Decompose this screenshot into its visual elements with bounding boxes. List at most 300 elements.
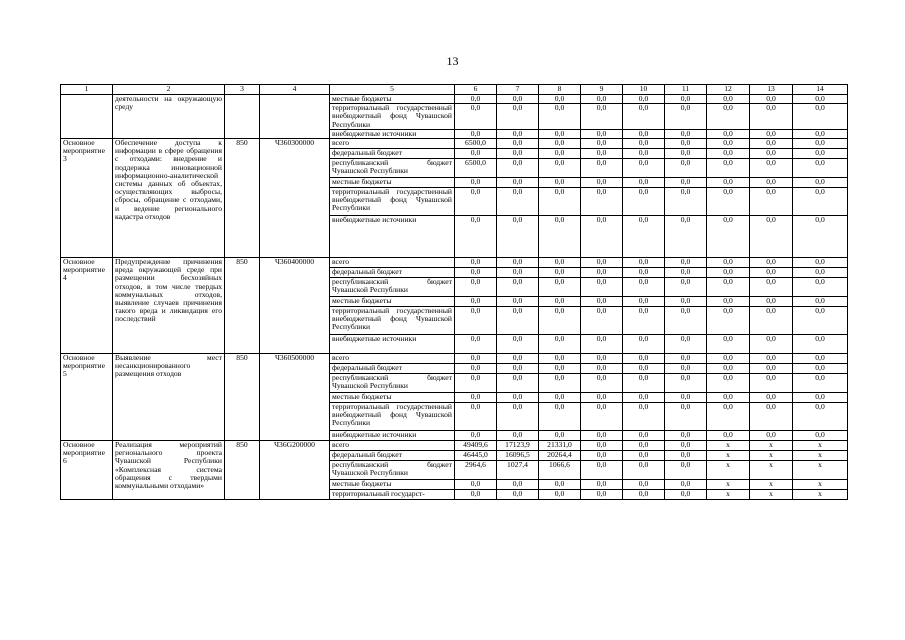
value-cell: 17123,9 bbox=[497, 441, 539, 451]
funding-source: всего bbox=[330, 139, 455, 149]
value-cell: 0,0 bbox=[539, 216, 581, 258]
value-cell: 0,0 bbox=[497, 354, 539, 364]
value-cell: 0,0 bbox=[707, 129, 750, 138]
value-cell: 0,0 bbox=[623, 431, 665, 441]
value-cell: 0,0 bbox=[665, 139, 707, 149]
value-cell: 0,0 bbox=[455, 95, 497, 104]
value-cell: 0,0 bbox=[455, 188, 497, 216]
value-cell: 0,0 bbox=[455, 129, 497, 138]
value-cell: 0,0 bbox=[581, 441, 623, 451]
target-article-code bbox=[260, 95, 330, 139]
value-cell: 2964,6 bbox=[455, 461, 497, 480]
value-cell: x bbox=[750, 490, 793, 500]
funding-source: внебюджетные источники bbox=[330, 129, 455, 138]
value-cell: 0,0 bbox=[455, 354, 497, 364]
value-cell: 0,0 bbox=[455, 431, 497, 441]
value-cell: 0,0 bbox=[793, 188, 848, 216]
value-cell: 0,0 bbox=[750, 104, 793, 130]
funding-source: республиканский бюджет Чувашской Республики bbox=[330, 159, 455, 178]
value-cell: 0,0 bbox=[623, 129, 665, 138]
value-cell: 0,0 bbox=[539, 178, 581, 188]
event-name: Основное мероприятие 6 bbox=[61, 441, 113, 500]
value-cell: 0,0 bbox=[455, 480, 497, 490]
value-cell: 0,0 bbox=[665, 490, 707, 500]
funding-source: местные бюджеты bbox=[330, 393, 455, 403]
target-article-code: Ч360400000 bbox=[260, 258, 330, 354]
value-cell: 0,0 bbox=[793, 335, 848, 354]
value-cell: 0,0 bbox=[539, 95, 581, 104]
value-cell: 0,0 bbox=[539, 188, 581, 216]
column-number-10: 10 bbox=[623, 85, 665, 95]
value-cell: 0,0 bbox=[539, 307, 581, 335]
value-cell: 0,0 bbox=[793, 216, 848, 258]
value-cell: 0,0 bbox=[455, 297, 497, 307]
value-cell: 0,0 bbox=[497, 258, 539, 268]
funding-source: внебюджетные источники bbox=[330, 431, 455, 441]
value-cell: 0,0 bbox=[665, 178, 707, 188]
value-cell: 0,0 bbox=[623, 393, 665, 403]
value-cell: 0,0 bbox=[793, 95, 848, 104]
value-cell: 0,0 bbox=[581, 139, 623, 149]
funding-source: территориальный государственный внебюджетный фонд Чувашской Республики bbox=[330, 104, 455, 130]
value-cell: 20264,4 bbox=[539, 451, 581, 461]
value-cell: x bbox=[793, 490, 848, 500]
table-row bbox=[61, 441, 848, 451]
value-cell: 0,0 bbox=[539, 480, 581, 490]
value-cell: 0,0 bbox=[623, 149, 665, 159]
value-cell: 0,0 bbox=[497, 278, 539, 297]
funding-source: внебюджетные источники bbox=[330, 335, 455, 354]
value-cell: 0,0 bbox=[665, 268, 707, 278]
funding-source: федеральный бюджет bbox=[330, 364, 455, 374]
value-cell: 0,0 bbox=[455, 104, 497, 130]
funding-source: республиканский бюджет Чувашской Республики bbox=[330, 461, 455, 480]
event-name bbox=[61, 95, 113, 139]
value-cell: 0,0 bbox=[707, 354, 750, 364]
funding-source: всего bbox=[330, 258, 455, 268]
table-row bbox=[61, 354, 848, 364]
value-cell: x bbox=[750, 461, 793, 480]
value-cell: x bbox=[793, 451, 848, 461]
value-cell: 0,0 bbox=[623, 258, 665, 268]
value-cell: x bbox=[793, 480, 848, 490]
funding-source: всего bbox=[330, 354, 455, 364]
value-cell: x bbox=[793, 441, 848, 451]
column-number-14: 14 bbox=[793, 85, 848, 95]
value-cell: 0,0 bbox=[497, 307, 539, 335]
budget-code bbox=[225, 95, 260, 139]
value-cell: 0,0 bbox=[750, 139, 793, 149]
target-article-code: Ч360300000 bbox=[260, 139, 330, 258]
value-cell: 0,0 bbox=[539, 139, 581, 149]
value-cell: 0,0 bbox=[539, 258, 581, 268]
value-cell: 0,0 bbox=[750, 258, 793, 268]
value-cell: 0,0 bbox=[707, 364, 750, 374]
value-cell: 0,0 bbox=[497, 129, 539, 138]
funding-source: местные бюджеты bbox=[330, 480, 455, 490]
value-cell: 0,0 bbox=[665, 374, 707, 393]
funding-source: федеральный бюджет bbox=[330, 451, 455, 461]
value-cell: 0,0 bbox=[581, 129, 623, 138]
value-cell: 0,0 bbox=[707, 104, 750, 130]
value-cell: 0,0 bbox=[539, 129, 581, 138]
value-cell: 0,0 bbox=[581, 95, 623, 104]
value-cell: 0,0 bbox=[497, 374, 539, 393]
value-cell: 6500,0 bbox=[455, 139, 497, 149]
value-cell: 0,0 bbox=[750, 335, 793, 354]
value-cell: 0,0 bbox=[539, 297, 581, 307]
event-name: Основное мероприятие 4 bbox=[61, 258, 113, 354]
value-cell: 0,0 bbox=[750, 403, 793, 431]
value-cell: 0,0 bbox=[750, 431, 793, 441]
column-number-2: 2 bbox=[113, 85, 225, 95]
value-cell: 0,0 bbox=[665, 431, 707, 441]
value-cell: 0,0 bbox=[623, 268, 665, 278]
value-cell: 0,0 bbox=[497, 149, 539, 159]
value-cell: 0,0 bbox=[793, 403, 848, 431]
value-cell: 0,0 bbox=[455, 364, 497, 374]
value-cell: 0,0 bbox=[581, 393, 623, 403]
value-cell: x bbox=[707, 451, 750, 461]
value-cell: 0,0 bbox=[665, 159, 707, 178]
value-cell: 0,0 bbox=[707, 335, 750, 354]
value-cell: 0,0 bbox=[455, 178, 497, 188]
value-cell: 0,0 bbox=[497, 297, 539, 307]
value-cell: 0,0 bbox=[455, 216, 497, 258]
value-cell: 0,0 bbox=[497, 393, 539, 403]
value-cell: 0,0 bbox=[581, 451, 623, 461]
value-cell: 0,0 bbox=[707, 216, 750, 258]
funding-source: республиканский бюджет Чувашской Республики bbox=[330, 278, 455, 297]
event-description: Выявление мест несанкционированного размещения отходов bbox=[113, 354, 225, 441]
value-cell: 0,0 bbox=[707, 159, 750, 178]
table-row bbox=[61, 258, 848, 268]
value-cell: 0,0 bbox=[497, 159, 539, 178]
value-cell: 0,0 bbox=[581, 297, 623, 307]
funding-source: федеральный бюджет bbox=[330, 268, 455, 278]
value-cell: 46445,0 bbox=[455, 451, 497, 461]
value-cell: 0,0 bbox=[750, 149, 793, 159]
value-cell: 0,0 bbox=[539, 364, 581, 374]
value-cell: 0,0 bbox=[665, 393, 707, 403]
funding-source: республиканский бюджет Чувашской Республики bbox=[330, 374, 455, 393]
event-description: Обеспечение доступа к информации в сфере обращения с отходами: внедрение и поддержка инновационной информационно-аналитической системы данных об объектах, осуществляющих выбросы, сбросы, обращение с отходами, и ведение регионального кадастра отходов bbox=[113, 139, 225, 258]
budget-code: 850 bbox=[225, 441, 260, 500]
value-cell: 0,0 bbox=[665, 104, 707, 130]
value-cell: 0,0 bbox=[581, 480, 623, 490]
value-cell: 0,0 bbox=[793, 297, 848, 307]
value-cell: 0,0 bbox=[581, 268, 623, 278]
value-cell: 0,0 bbox=[497, 431, 539, 441]
value-cell: 0,0 bbox=[539, 335, 581, 354]
event-description: деятельности на окружающую среду bbox=[113, 95, 225, 139]
value-cell: 0,0 bbox=[707, 95, 750, 104]
value-cell: 0,0 bbox=[623, 354, 665, 364]
value-cell: 0,0 bbox=[750, 354, 793, 364]
value-cell: 0,0 bbox=[539, 431, 581, 441]
value-cell: 0,0 bbox=[581, 307, 623, 335]
funding-source: территориальный государственный внебюджетный фонд Чувашской Республики bbox=[330, 403, 455, 431]
value-cell: 0,0 bbox=[707, 268, 750, 278]
value-cell: 0,0 bbox=[623, 461, 665, 480]
value-cell: 0,0 bbox=[707, 297, 750, 307]
value-cell: 0,0 bbox=[497, 335, 539, 354]
value-cell: 0,0 bbox=[455, 268, 497, 278]
value-cell: x bbox=[707, 441, 750, 451]
value-cell: 0,0 bbox=[623, 178, 665, 188]
value-cell: 0,0 bbox=[750, 159, 793, 178]
value-cell: 0,0 bbox=[623, 490, 665, 500]
value-cell: 0,0 bbox=[707, 178, 750, 188]
value-cell: 0,0 bbox=[707, 278, 750, 297]
value-cell: 0,0 bbox=[497, 403, 539, 431]
value-cell: 0,0 bbox=[623, 216, 665, 258]
value-cell: 49409,6 bbox=[455, 441, 497, 451]
funding-source: территориальный государст- bbox=[330, 490, 455, 500]
value-cell: 0,0 bbox=[793, 129, 848, 138]
value-cell: 0,0 bbox=[581, 149, 623, 159]
value-cell: 0,0 bbox=[623, 335, 665, 354]
value-cell: 0,0 bbox=[750, 278, 793, 297]
value-cell: 0,0 bbox=[539, 159, 581, 178]
value-cell: 0,0 bbox=[539, 403, 581, 431]
value-cell: 0,0 bbox=[750, 374, 793, 393]
column-number-13: 13 bbox=[750, 85, 793, 95]
value-cell: 0,0 bbox=[581, 278, 623, 297]
value-cell: 0,0 bbox=[623, 139, 665, 149]
value-cell: 0,0 bbox=[539, 490, 581, 500]
value-cell: 0,0 bbox=[497, 480, 539, 490]
value-cell: 0,0 bbox=[665, 278, 707, 297]
event-description: Реализация мероприятий регионального проекта Чувашской Республики «Комплексная система обращения с твердыми коммунальными отходами» bbox=[113, 441, 225, 500]
value-cell: 0,0 bbox=[665, 364, 707, 374]
value-cell: 0,0 bbox=[665, 403, 707, 431]
value-cell: 0,0 bbox=[793, 258, 848, 268]
value-cell: 0,0 bbox=[455, 393, 497, 403]
event-name: Основное мероприятие 3 bbox=[61, 139, 113, 258]
value-cell: 0,0 bbox=[539, 393, 581, 403]
value-cell: 0,0 bbox=[707, 139, 750, 149]
value-cell: 0,0 bbox=[623, 403, 665, 431]
value-cell: 0,0 bbox=[665, 354, 707, 364]
event-name: Основное мероприятие 5 bbox=[61, 354, 113, 441]
table-row bbox=[61, 95, 848, 104]
value-cell: 0,0 bbox=[707, 149, 750, 159]
value-cell: 0,0 bbox=[581, 490, 623, 500]
value-cell: 0,0 bbox=[623, 159, 665, 178]
page-number: 13 bbox=[446, 54, 459, 68]
value-cell: 0,0 bbox=[497, 95, 539, 104]
event-description: Предупреждение причинения вреда окружающей среде при размещении бесхозяйных отходов, в том числе твердых коммунальных отходов, выявление случаев причинения такого вреда и ликвидация его последствий bbox=[113, 258, 225, 354]
value-cell: 0,0 bbox=[707, 393, 750, 403]
value-cell: 1027,4 bbox=[497, 461, 539, 480]
value-cell: 0,0 bbox=[665, 307, 707, 335]
value-cell: 0,0 bbox=[750, 129, 793, 138]
value-cell: 0,0 bbox=[497, 139, 539, 149]
value-cell: 0,0 bbox=[793, 364, 848, 374]
value-cell: 0,0 bbox=[497, 188, 539, 216]
column-number-12: 12 bbox=[707, 85, 750, 95]
value-cell: 0,0 bbox=[623, 451, 665, 461]
value-cell: x bbox=[707, 480, 750, 490]
value-cell: 0,0 bbox=[497, 216, 539, 258]
value-cell: 0,0 bbox=[750, 216, 793, 258]
value-cell: 0,0 bbox=[707, 188, 750, 216]
value-cell: 0,0 bbox=[707, 403, 750, 431]
column-number-4: 4 bbox=[260, 85, 330, 95]
value-cell: 0,0 bbox=[665, 216, 707, 258]
funding-source: местные бюджеты bbox=[330, 95, 455, 104]
value-cell: 0,0 bbox=[793, 393, 848, 403]
value-cell: 0,0 bbox=[750, 297, 793, 307]
value-cell: 1066,6 bbox=[539, 461, 581, 480]
value-cell: 0,0 bbox=[539, 149, 581, 159]
value-cell: 0,0 bbox=[581, 188, 623, 216]
value-cell: 0,0 bbox=[793, 268, 848, 278]
value-cell: 0,0 bbox=[581, 374, 623, 393]
value-cell: 0,0 bbox=[665, 95, 707, 104]
value-cell: 0,0 bbox=[665, 461, 707, 480]
value-cell: 0,0 bbox=[581, 461, 623, 480]
funding-source: всего bbox=[330, 441, 455, 451]
value-cell: x bbox=[750, 441, 793, 451]
value-cell: 0,0 bbox=[581, 216, 623, 258]
value-cell: 0,0 bbox=[665, 129, 707, 138]
value-cell: 0,0 bbox=[750, 364, 793, 374]
value-cell: 0,0 bbox=[497, 268, 539, 278]
column-number-6: 6 bbox=[455, 85, 497, 95]
value-cell: 0,0 bbox=[665, 258, 707, 268]
column-number-11: 11 bbox=[665, 85, 707, 95]
value-cell: 0,0 bbox=[623, 95, 665, 104]
funding-source: местные бюджеты bbox=[330, 178, 455, 188]
budget-code: 850 bbox=[225, 354, 260, 441]
value-cell: 0,0 bbox=[497, 104, 539, 130]
value-cell: 0,0 bbox=[539, 374, 581, 393]
funding-source: местные бюджеты bbox=[330, 297, 455, 307]
value-cell: 0,0 bbox=[750, 393, 793, 403]
value-cell: 0,0 bbox=[750, 95, 793, 104]
value-cell: 0,0 bbox=[581, 364, 623, 374]
value-cell: 6500,0 bbox=[455, 159, 497, 178]
value-cell: 0,0 bbox=[707, 431, 750, 441]
column-number-3: 3 bbox=[225, 85, 260, 95]
value-cell: 0,0 bbox=[539, 104, 581, 130]
value-cell: 21331,0 bbox=[539, 441, 581, 451]
value-cell: 0,0 bbox=[581, 431, 623, 441]
value-cell: 0,0 bbox=[793, 149, 848, 159]
budget-code: 850 bbox=[225, 258, 260, 354]
value-cell: 0,0 bbox=[581, 159, 623, 178]
column-number-8: 8 bbox=[539, 85, 581, 95]
value-cell: 0,0 bbox=[623, 441, 665, 451]
value-cell: x bbox=[707, 461, 750, 480]
value-cell: x bbox=[707, 490, 750, 500]
value-cell: 0,0 bbox=[665, 451, 707, 461]
value-cell: 0,0 bbox=[581, 178, 623, 188]
value-cell: 0,0 bbox=[455, 374, 497, 393]
value-cell: x bbox=[793, 461, 848, 480]
target-article-code: Ч36G200000 bbox=[260, 441, 330, 500]
budget-code: 850 bbox=[225, 139, 260, 258]
header-row bbox=[61, 85, 848, 95]
column-number-1: 1 bbox=[61, 85, 113, 95]
funding-source: внебюджетные источники bbox=[330, 216, 455, 258]
value-cell: 0,0 bbox=[497, 178, 539, 188]
value-cell: 0,0 bbox=[581, 403, 623, 431]
target-article-code: Ч360500000 bbox=[260, 354, 330, 441]
value-cell: 0,0 bbox=[793, 139, 848, 149]
budget-table bbox=[60, 84, 848, 500]
value-cell: 0,0 bbox=[539, 278, 581, 297]
value-cell: 0,0 bbox=[623, 480, 665, 490]
value-cell: 0,0 bbox=[623, 364, 665, 374]
value-cell: 0,0 bbox=[497, 490, 539, 500]
value-cell: 0,0 bbox=[793, 159, 848, 178]
value-cell: 0,0 bbox=[793, 178, 848, 188]
value-cell: 0,0 bbox=[793, 104, 848, 130]
value-cell: 0,0 bbox=[665, 441, 707, 451]
value-cell: 0,0 bbox=[750, 307, 793, 335]
value-cell: 0,0 bbox=[665, 188, 707, 216]
value-cell: 0,0 bbox=[623, 307, 665, 335]
value-cell: x bbox=[750, 480, 793, 490]
value-cell: 0,0 bbox=[455, 258, 497, 268]
value-cell: 0,0 bbox=[623, 374, 665, 393]
value-cell: 16096,5 bbox=[497, 451, 539, 461]
value-cell: 0,0 bbox=[793, 431, 848, 441]
value-cell: x bbox=[750, 451, 793, 461]
value-cell: 0,0 bbox=[793, 374, 848, 393]
value-cell: 0,0 bbox=[665, 480, 707, 490]
value-cell: 0,0 bbox=[455, 149, 497, 159]
value-cell: 0,0 bbox=[707, 307, 750, 335]
column-number-9: 9 bbox=[581, 85, 623, 95]
value-cell: 0,0 bbox=[750, 178, 793, 188]
value-cell: 0,0 bbox=[455, 335, 497, 354]
value-cell: 0,0 bbox=[793, 354, 848, 364]
value-cell: 0,0 bbox=[539, 268, 581, 278]
value-cell: 0,0 bbox=[623, 297, 665, 307]
column-number-7: 7 bbox=[497, 85, 539, 95]
funding-source: федеральный бюджет bbox=[330, 149, 455, 159]
funding-source: территориальный государственный внебюджетный фонд Чувашской Республики bbox=[330, 307, 455, 335]
value-cell: 0,0 bbox=[539, 354, 581, 364]
value-cell: 0,0 bbox=[455, 278, 497, 297]
value-cell: 0,0 bbox=[623, 188, 665, 216]
value-cell: 0,0 bbox=[750, 268, 793, 278]
value-cell: 0,0 bbox=[665, 149, 707, 159]
value-cell: 0,0 bbox=[665, 335, 707, 354]
value-cell: 0,0 bbox=[581, 354, 623, 364]
value-cell: 0,0 bbox=[455, 490, 497, 500]
column-number-5: 5 bbox=[330, 85, 455, 95]
value-cell: 0,0 bbox=[623, 104, 665, 130]
table-row bbox=[61, 139, 848, 149]
value-cell: 0,0 bbox=[665, 297, 707, 307]
value-cell: 0,0 bbox=[623, 278, 665, 297]
value-cell: 0,0 bbox=[497, 364, 539, 374]
value-cell: 0,0 bbox=[707, 258, 750, 268]
value-cell: 0,0 bbox=[581, 335, 623, 354]
value-cell: 0,0 bbox=[455, 403, 497, 431]
value-cell: 0,0 bbox=[707, 374, 750, 393]
value-cell: 0,0 bbox=[581, 104, 623, 130]
value-cell: 0,0 bbox=[793, 278, 848, 297]
value-cell: 0,0 bbox=[455, 307, 497, 335]
value-cell: 0,0 bbox=[750, 188, 793, 216]
value-cell: 0,0 bbox=[793, 307, 848, 335]
